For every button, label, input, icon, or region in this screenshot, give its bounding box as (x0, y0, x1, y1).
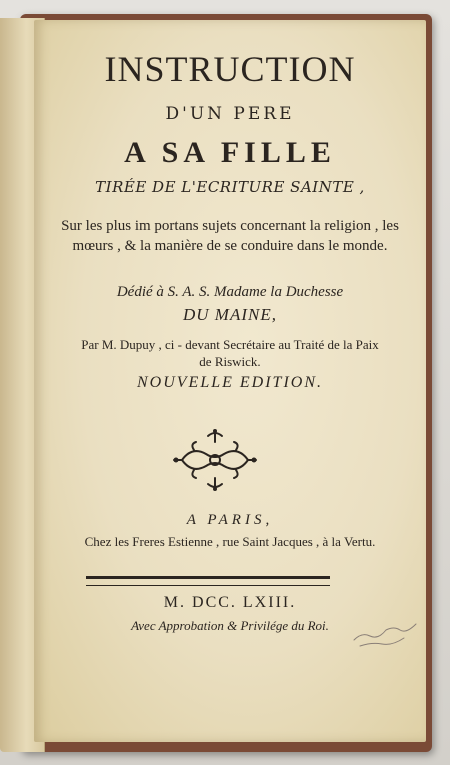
publication-year: M. DCC. LXIII. (163, 594, 297, 611)
publisher: Chez les Freres Estienne , rue Saint Jacques , à la Vertu. (84, 534, 376, 549)
book-title: INSTRUCTION (104, 49, 356, 89)
edition: NOUVELLE EDITION. (136, 374, 323, 391)
subtitle-line-1: D'UN PERE (165, 104, 295, 124)
pencil-annotation-mark (350, 616, 424, 648)
title-page (34, 20, 426, 742)
description: Sur les plus im portans sujets concernant la religion , les mœurs , & la manière de se conduire dans le monde. (61, 218, 399, 254)
place-of-publication: A PARIS, (186, 512, 274, 528)
dedication-line-1: Dédié à S. A. S. Madame la Duchesse (116, 284, 344, 300)
subtitle-line-2: A SA FILLE (124, 136, 336, 169)
dedication-line-2: DU MAINE, (183, 305, 277, 324)
double-rule-divider (86, 576, 330, 586)
printers-ornament-icon (172, 428, 258, 492)
royal-approbation: Avec Approbation & Privilége du Roi. (131, 618, 329, 633)
author-credit: Par M. Dupuy , ci - devant Secrétaire au Traité de la Paix de Riswick. (81, 337, 379, 369)
derived-from: TIRÉE DE L'ECRITURE SAINTE , (95, 178, 365, 196)
